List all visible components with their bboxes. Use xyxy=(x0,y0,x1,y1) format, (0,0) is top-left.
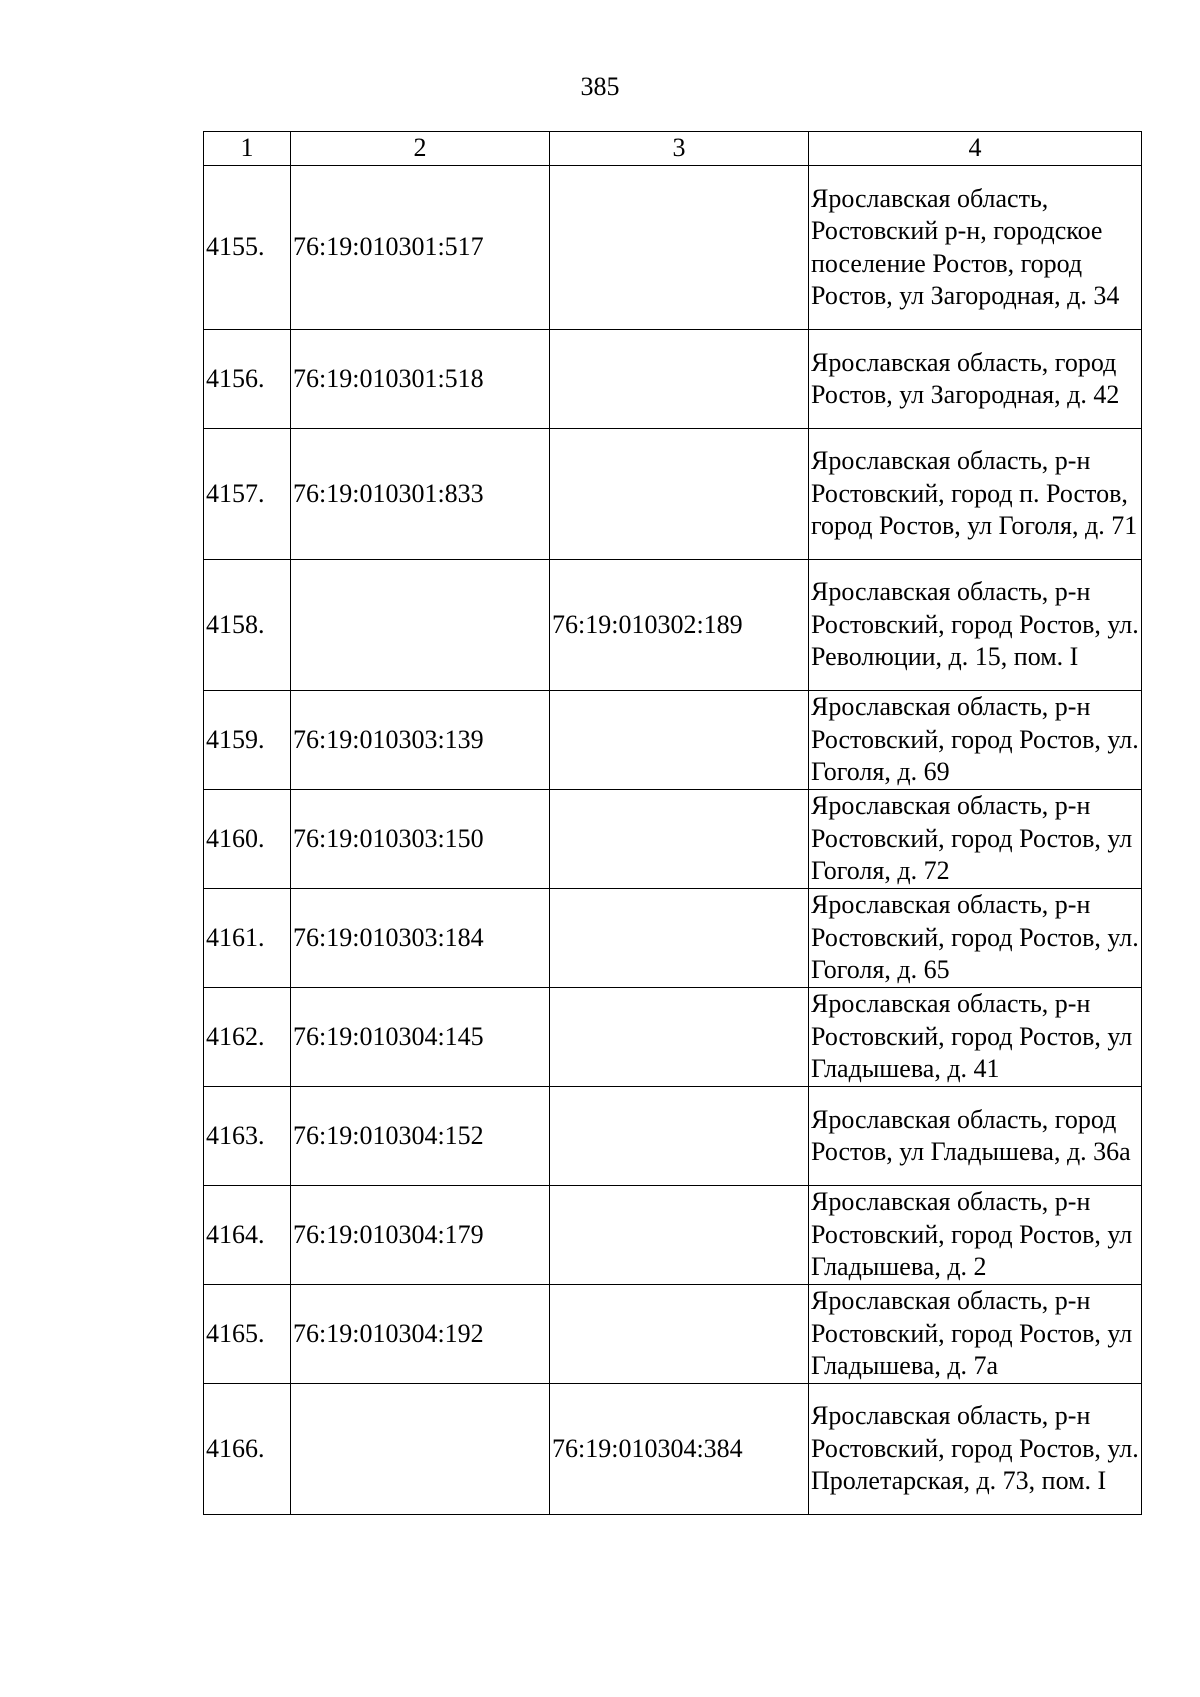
cadastral-number-premises xyxy=(550,988,809,1087)
cadastral-number-premises xyxy=(550,429,809,560)
cadastral-number-premises xyxy=(550,1186,809,1285)
column-header-2: 2 xyxy=(291,132,550,166)
address-cell: Ярославская область, р-н Ростовский, город Ростов, ул. Гоголя, д. 69 xyxy=(809,691,1142,790)
cadastral-number-premises xyxy=(550,790,809,889)
page-number: 385 xyxy=(580,72,620,101)
table-row xyxy=(204,889,1142,988)
cadastral-number-premises xyxy=(550,889,809,988)
address-cell: Ярославская область, р-н Ростовский, город Ростов, ул Гладышева, д. 41 xyxy=(809,988,1142,1087)
column-header-1: 1 xyxy=(204,132,291,166)
cadastral-number-land xyxy=(291,1384,550,1515)
address-cell: Ярославская область, р-н Ростовский, город Ростов, ул. Пролетарская, д. 73, пом. I xyxy=(809,1384,1142,1515)
row-number: 4156. xyxy=(204,330,291,429)
column-header-4: 4 xyxy=(809,132,1142,166)
table-row xyxy=(204,429,1142,560)
address-cell: Ярославская область, город Ростов, ул Загородная, д. 42 xyxy=(809,330,1142,429)
cadastral-number-land: 76:19:010304:145 xyxy=(291,988,550,1087)
cadastral-number-land: 76:19:010303:184 xyxy=(291,889,550,988)
address-cell: Ярославская область, р-н Ростовский, город Ростов, ул Гладышева, д. 2 xyxy=(809,1186,1142,1285)
address-cell: Ярославская область, р-н Ростовский, город Ростов, ул Гладышева, д. 7а xyxy=(809,1285,1142,1384)
table-row xyxy=(204,330,1142,429)
registry-table xyxy=(203,131,1142,1515)
table-header-row xyxy=(204,132,1142,166)
address-cell: Ярославская область, р-н Ростовский, город Ростов, ул. Гоголя, д. 65 xyxy=(809,889,1142,988)
address-cell: Ярославская область, р-н Ростовский, город Ростов, ул. Революции, д. 15, пом. I xyxy=(809,560,1142,691)
cadastral-number-land: 76:19:010304:179 xyxy=(291,1186,550,1285)
row-number: 4165. xyxy=(204,1285,291,1384)
row-number: 4155. xyxy=(204,166,291,330)
table-row xyxy=(204,691,1142,790)
table-row xyxy=(204,790,1142,889)
row-number: 4163. xyxy=(204,1087,291,1186)
table-row xyxy=(204,166,1142,330)
cadastral-number-premises xyxy=(550,1087,809,1186)
cadastral-number-premises: 76:19:010302:189 xyxy=(550,560,809,691)
table-row xyxy=(204,1186,1142,1285)
address-cell: Ярославская область, город Ростов, ул Гладышева, д. 36а xyxy=(809,1087,1142,1186)
cadastral-number-land: 76:19:010303:150 xyxy=(291,790,550,889)
cadastral-number-land: 76:19:010304:192 xyxy=(291,1285,550,1384)
cadastral-number-land: 76:19:010303:139 xyxy=(291,691,550,790)
row-number: 4157. xyxy=(204,429,291,560)
table-row xyxy=(204,1087,1142,1186)
cadastral-number-land: 76:19:010301:517 xyxy=(291,166,550,330)
table-row xyxy=(204,1285,1142,1384)
row-number: 4158. xyxy=(204,560,291,691)
cadastral-number-premises xyxy=(550,166,809,330)
cadastral-number-land: 76:19:010301:518 xyxy=(291,330,550,429)
table-row xyxy=(204,560,1142,691)
column-header-3: 3 xyxy=(550,132,809,166)
cadastral-number-premises: 76:19:010304:384 xyxy=(550,1384,809,1515)
cadastral-number-premises xyxy=(550,691,809,790)
cadastral-number-premises xyxy=(550,330,809,429)
cadastral-number-premises xyxy=(550,1285,809,1384)
row-number: 4162. xyxy=(204,988,291,1087)
cadastral-number-land xyxy=(291,560,550,691)
cadastral-number-land: 76:19:010304:152 xyxy=(291,1087,550,1186)
address-cell: Ярославская область, Ростовский р-н, городское поселение Ростов, город Ростов, ул Загородная, д. 34 xyxy=(809,166,1142,330)
table-row xyxy=(204,1384,1142,1515)
row-number: 4164. xyxy=(204,1186,291,1285)
row-number: 4161. xyxy=(204,889,291,988)
cadastral-number-land: 76:19:010301:833 xyxy=(291,429,550,560)
address-cell: Ярославская область, р-н Ростовский, город п. Ростов, город Ростов, ул Гоголя, д. 71 xyxy=(809,429,1142,560)
row-number: 4166. xyxy=(204,1384,291,1515)
row-number: 4160. xyxy=(204,790,291,889)
row-number: 4159. xyxy=(204,691,291,790)
table-row xyxy=(204,988,1142,1087)
address-cell: Ярославская область, р-н Ростовский, город Ростов, ул Гоголя, д. 72 xyxy=(809,790,1142,889)
